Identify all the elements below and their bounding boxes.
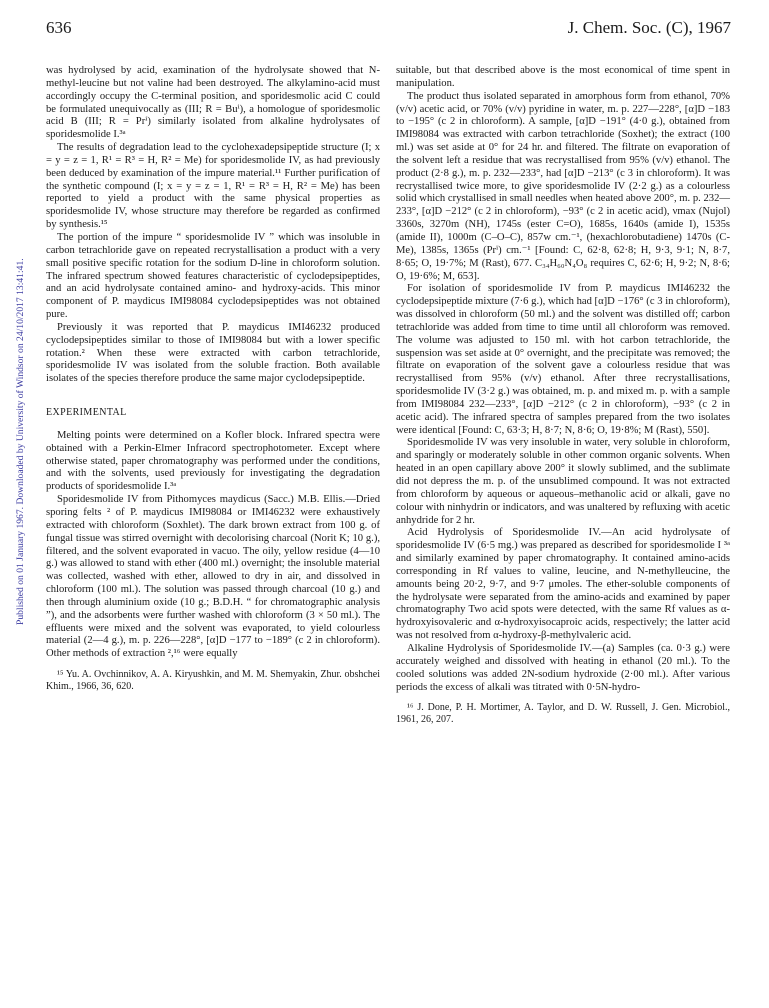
publication-watermark[interactable] [4, 95, 26, 625]
footnote: ¹⁵ Yu. A. Ovchinnikov, A. A. Kiryushkin, and M. M. Shemyakin, Zhur. obshchei Khim., 1966, 36, 620. [46, 669, 380, 693]
paragraph: Alkaline Hydrolysis of Sporidesmolide IV.—(a) Samples (ca. 0·3 g.) were accurately weighed and dissolved with heating in ethanol (20 ml.). To the cooled solutions was added 2N-sodium hydroxide (2·00 ml.). After various periods the excess of alkali was titrated with 0·5N-hydro- [396, 642, 730, 693]
paragraph: The product thus isolated separated in amorphous form from ethanol, 70% (v/v) acetic acid, or 70% (v/v) pyridine in water, m. p. 227—228°, [α]D −183 to −195° (c 2 in chloroform). A sample, [α]D −191° (4·0 g.), obtained from IMI98084 was extracted with carbon tetrachloride (Soxhet); the extract (100 ml.) was set aside at 0° for 24 hr. and filtered. The filtrate on evaporation of the solvent left a residue that was recrystallised from 95% (v/v) ethanol. The product (2·8 g.), m. p. 232—233°, had [α]D −213° (c 3 in chloroform). It was recrystallised twice more, to give sporidesmolide IV (2·2 g.) as a colourless solid which crystallised in small needles when heated above 200°, m. p. 232—233°, [α]D −212° (c 2 in chloroform), −93° (c 2 in acetic acid), νmax (Nujol) 3360s, 3270m (NH), 1745s (ester C=O), 1685s, 1640s (amide I), 1535s (amide II), 1000m (C–O–C), 857w cm.⁻¹, (hexachlorobutadiene) 1470s (C-Me), 1385s, 1365s (Prⁱ) cm.⁻¹ [Found: C, 62·8, 62·8; H, 9·3, 9·1; N, 8·7, 8·65; O, 19·7%; M (Rast), 677. C₃₄H₆₀N₄O₈ requires C, 62·6; H, 9·2; N, 8·6; O, 19·6%; M, 653]. [396, 90, 730, 282]
spacer [46, 386, 380, 407]
paragraph: Sporidesmolide IV was very insoluble in water, very soluble in chloroform, and sparingly or moderately soluble in other common organic solvents. When heated in an open capillary above 200° it slowly sublimed, and the sublimate did not depress the m. p. of the unsublimed compound. It was not extracted from chloroform by aqueous or aqueous–methanolic acid or alkali, gave no colour with ninhydrin or indicators, and was unaltered by refluxing with acetic anhydride for 2 hr. [396, 437, 730, 526]
page-number: 636 [46, 18, 72, 37]
paragraph: Sporidesmolide IV from Pithomyces maydicus (Sacc.) M.B. Ellis.—Dried sporing felts ² of P. maydicus IMI98084 or IMI46232 were exhaustively extracted with chloroform (Soxhlet). The dark brown extract from 100 g. of fungal tissue was stirred overnight with decolorising charcoal (Norit K; 10 g.), filtered, and the solvent evaporated in vacuo. The oily, yellow residue (4—10 g.) was allowed to stand with ether (400 ml.) overnight; the insoluble material was collected, washed with ether, allowed to dry in air, and dissolved in chloroform (100 ml.). The solution was passed through charcoal (10 g.) and then through aluminium oxide (10 g.; B.D.H. “ for chromatographic analysis ”), and the adsorbents were further washed with chloroform (3 × 50 ml.). The effluents were mixed and the solvent was evaporated, to yield colourless material (2—4 g.), m. p. 226—228°, [α]D −177 to −189° (c 2 in chloroform). Other methods of extraction ²,¹⁶ were equally [46, 494, 380, 660]
journal-citation: J. Chem. Soc. (C), 1967 [567, 18, 731, 37]
paragraph: suitable, but that described above is the most economical of time spent in manipulation. [396, 65, 730, 89]
paragraph: Previously it was reported that P. maydicus IMI46232 produced cyclodepsipeptides similar to those of IMI98084 but with a lower specific rotation.² When these were extracted with carbon tetrachloride, sporidesmolide IV was isolated from the soluble fraction. Both available isolates of the species therefore produce the same major cyclodepsipeptide. [46, 321, 380, 385]
spacer [396, 694, 730, 702]
watermark-text: Published on 01 January 1967. Downloaded by University of Windsor on 24/10/2017 13:41:41. [15, 258, 26, 625]
spacer [46, 420, 380, 430]
paragraph: Acid Hydrolysis of Sporidesmolide IV.—An acid hydrolysate of sporidesmolide IV (6·5 mg.) was prepared as described for sporidesmolide I ³ᵃ and similarly examined by paper chromatography. It contained amino-acids corresponding in Rf values to valine, leucine, and N-methylleucine, the amounts being 20·2, 9·7, and 9·7 μmoles. The ether-soluble components of the hydrolysate were separated from the amino-acids and examined by paper chromatography Two acid spots were detected, with the same Rf values as α-hydroxyisovaleric and α-hydroxyisocaproic acids, respectively; the latter acid was not resolved from α-hydroxy-β-methylvaleric acid. [396, 527, 730, 642]
paragraph: was hydrolysed by acid, examination of the hydrolysate showed that N-methyl-leucine but not valine had been destroyed. The alkylamino-acid must accordingly occupy the C-terminal position, and sporidesmolic acid C could be formulated unequivocally as (III; R = Buⁱ), a homologue of sporidesmolic acid B (III; R = Prⁱ) similarly isolated from alkaline hydrolysates of sporidesmolide I.³ᵃ [46, 65, 380, 141]
section-heading: EXPERIMENTAL [46, 407, 127, 419]
spacer [46, 661, 380, 669]
paragraph: Melting points were determined on a Kofler block. Infrared spectra were obtained with a Perkin-Elmer Infracord spectrophotometer. Except where otherwise stated, paper chromatography was performed under the conditions, and with the solvents, used previously for investigating the degradation products of sporidesmolide I.³ᵃ [46, 429, 380, 493]
paragraph: The results of degradation lead to the cyclohexadepsipeptide structure (I; x = y = z = 1, R¹ = R³ = H, R² = Me) for sporidesmolide IV, as had previously been deduced by examination of the impure material.¹¹ Further purification of the synthetic compound (I; x = y = z = 1, R¹ = R³ = H, R² = Me) has been reported to yield a product with the same physical properties as sporidesmolide IV, whose structure may therefore be regarded as confirmed by synthesis.¹⁵ [46, 142, 380, 231]
right-column [396, 65, 730, 726]
paragraph: For isolation of sporidesmolide IV from P. maydicus IMI46232 the cyclodepsipeptide mixture (7·6 g.), which had [α]D −176° (c 3 in chloroform), was dissolved in chloroform (50 ml.) and the solvent was distilled off; carbon tetrachloride was added from time to time until all chloroform was removed. The volume was adjusted to 150 ml. with hot carbon tetrachloride, the suspension was set aside at 0° overnight, and the precipitate was removed; the filtrate on evaporation of the solvent gave a colourless residue that was recrystallised from 95% (v/v) ethanol. After three recrystallisations, sporidesmolide IV (3·2 g.) was obtained, m. p. and mixed m. p. with a sample from IMI98084 232—233°, [α]D −212° (c 2 in chloroform), −93° (c 2 in acetic acid). The infrared spectra of samples prepared from the two isolates were identical [Found: C, 63·3; H, 8·7; N, 8·6; O, 19·8%; M (Rast), 550]. [396, 283, 730, 436]
left-column [46, 65, 380, 693]
footnote: ¹⁶ J. Done, P. H. Mortimer, A. Taylor, and D. W. Russell, J. Gen. Microbiol., 1961, 26, 207. [396, 702, 730, 726]
paragraph: The portion of the impure “ sporidesmolide IV ” which was insoluble in carbon tetrachloride gave on repeated recrystallisation a product with a very small positive specific rotation for the sodium D-line in chloroform solution. The infrared spectrum showed features characteristic of cyclodepsipeptides, and an acid hydrolysate contained amino- and hydroxy-acids. This minor component of P. maydicus IMI98084 cyclodepsipeptides was not obtained pure. [46, 231, 380, 321]
